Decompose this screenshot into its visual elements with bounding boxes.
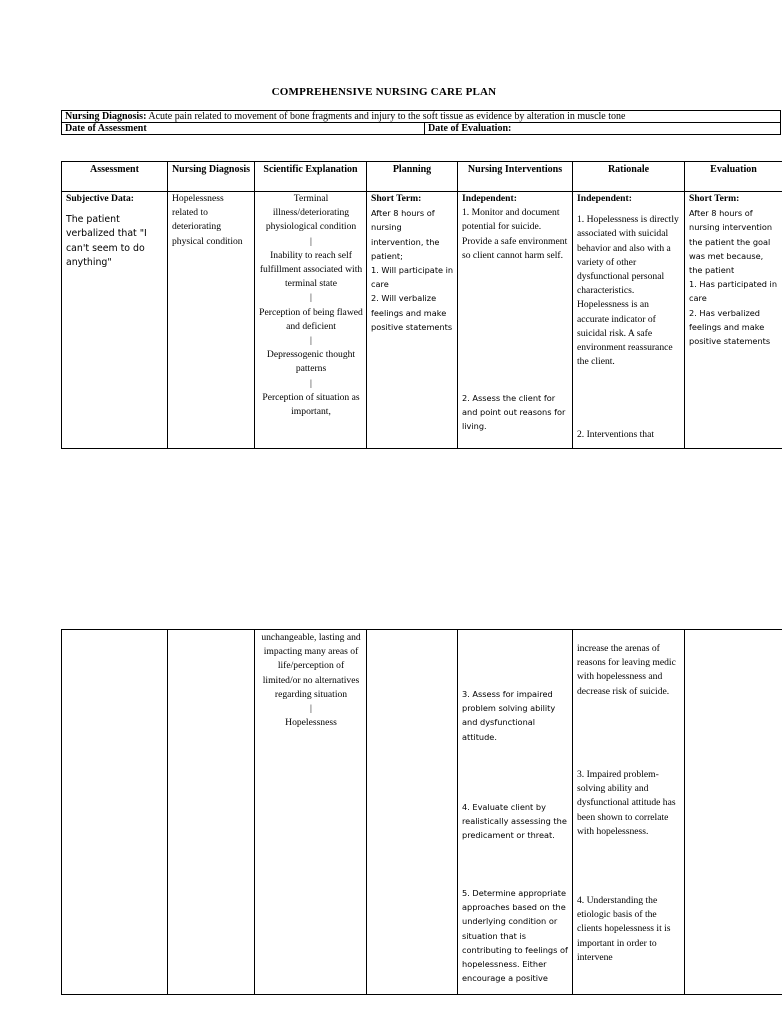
scientific-explanation-column-cont: [255, 630, 367, 994]
intervention-2: 2. Assess the client for and point out reasons for living.: [462, 393, 566, 432]
column-header-scientific-explanation: Scientific Explanation: [255, 162, 366, 192]
planning-intro: After 8 hours of nursing intervention, the patient;: [371, 208, 440, 261]
rationale-2: 2. Interventions that: [577, 429, 654, 440]
planning-short-term-label: Short Term:: [371, 193, 422, 204]
explanation-arrow: |: [310, 292, 312, 304]
explanation-arrow: |: [310, 377, 312, 389]
diagnosis-column-cont: [168, 630, 255, 994]
explanation-arrow: |: [310, 335, 312, 347]
rationale-3: 3. Impaired problem-solving ability and dysfunctional attitude has been shown to correlate with hopelessness.: [577, 769, 676, 837]
interventions-column: [458, 162, 573, 448]
diagnosis-label: Nursing Diagnosis:: [65, 111, 147, 122]
evaluation-result-2: 2. Has verbalized feelings and make positive statements: [689, 307, 771, 347]
evaluation-intro: After 8 hours of nursing intervention the patient the goal was met because, the patient: [689, 208, 773, 276]
subjective-data-text: The patient verbalized that "I can't seem to do anything": [66, 214, 147, 268]
column-header-nursing-diagnosis: Nursing Diagnosis: [168, 162, 254, 192]
explanation-line-1: Terminal illness/deteriorating physiological condition: [265, 193, 357, 233]
explanation-line-7: Hopelessness: [285, 717, 337, 729]
intervention-5: 5. Determine appropriate approaches based on the underlying condition or situation that is contributing to feelings of hopelessness. Either encourage a positive: [462, 888, 568, 984]
planning-column-cont: [367, 630, 458, 994]
care-plan-table-page2: [61, 629, 782, 995]
explanation-line-3: Perception of being flawed and deficient: [259, 306, 363, 332]
planning-column: [367, 162, 458, 448]
planning-goal-2: 2. Will verbalize feelings and make positive statements: [371, 293, 453, 332]
date-of-assessment: Date of Assessment: [62, 123, 425, 135]
column-header-evaluation: Evaluation: [685, 162, 782, 192]
rationale-independent-label: Independent:: [577, 193, 632, 204]
rationale-column: [573, 162, 685, 448]
column-header-planning: Planning: [367, 162, 457, 192]
scientific-explanation-column: [255, 162, 367, 448]
interventions-column-cont: [458, 630, 573, 994]
evaluation-short-term-label: Short Term:: [689, 193, 740, 204]
diagnosis-text: Hopelessness related to deteriorating physical condition: [172, 193, 243, 247]
planning-goal-1: 1. Will participate in care: [371, 265, 454, 290]
explanation-arrow: |: [310, 235, 312, 247]
column-header-nursing-interventions: Nursing Interventions: [458, 162, 572, 192]
care-plan-table-page1: [61, 161, 782, 449]
diagnosis-column: [168, 162, 255, 448]
rationale-1: 1. Hopelessness is directly associated with suicidal behavior and also with a variety of other dysfunctional personal characteristics. Hopelessness is an accurate indicator of suicidal risk. A safe environment reassurance the client.: [577, 214, 679, 368]
explanation-line-5: Perception of situation as important,: [262, 391, 360, 418]
evaluation-result-1: 1. Has participated in care: [689, 279, 778, 304]
header-table: [61, 110, 781, 135]
explanation-arrow: |: [310, 703, 312, 715]
rationale-2-continued: increase the arenas of reasons for leaving medic with hopelessness and decrease risk of suicide.: [577, 643, 676, 697]
explanation-line-2: Inability to reach self fulfillment associated with terminal state: [259, 249, 363, 290]
assessment-column-cont: [62, 630, 168, 994]
nursing-diagnosis-row: [62, 111, 781, 123]
intervention-1: 1. Monitor and document potential for suicide. Provide a safe environment so client cannot harm self.: [462, 207, 568, 261]
assessment-column: [62, 162, 168, 448]
explanation-line-4: Depressogenic thought patterns: [266, 349, 356, 375]
evaluation-column: [685, 162, 782, 448]
diagnosis-text: Acute pain related to movement of bone fragments and injury to the soft tissue as evidence by alteration in muscle tone: [148, 111, 626, 122]
interventions-independent-label: Independent:: [462, 193, 517, 204]
document-title: COMPREHENSIVE NURSING CARE PLAN: [271, 86, 497, 98]
intervention-4: 4. Evaluate client by realistically assessing the predicament or threat.: [462, 802, 567, 841]
date-of-evaluation: Date of Evaluation:: [425, 123, 781, 135]
explanation-line-6: unchangeable, lasting and impacting many areas of life/perception of limited/or no alternatives regarding situation: [261, 632, 361, 700]
rationale-4: 4. Understanding the etiologic basis of the clients hopelessness it is important in order to intervene: [577, 895, 671, 963]
evaluation-column-cont: [685, 630, 782, 994]
column-header-assessment: Assessment: [62, 162, 167, 192]
rationale-column-cont: [573, 630, 685, 994]
subjective-data-label: Subjective Data:: [66, 193, 134, 204]
intervention-3: 3. Assess for impaired problem solving ability and dysfunctional attitude.: [462, 689, 556, 742]
column-header-rationale: Rationale: [573, 162, 684, 192]
